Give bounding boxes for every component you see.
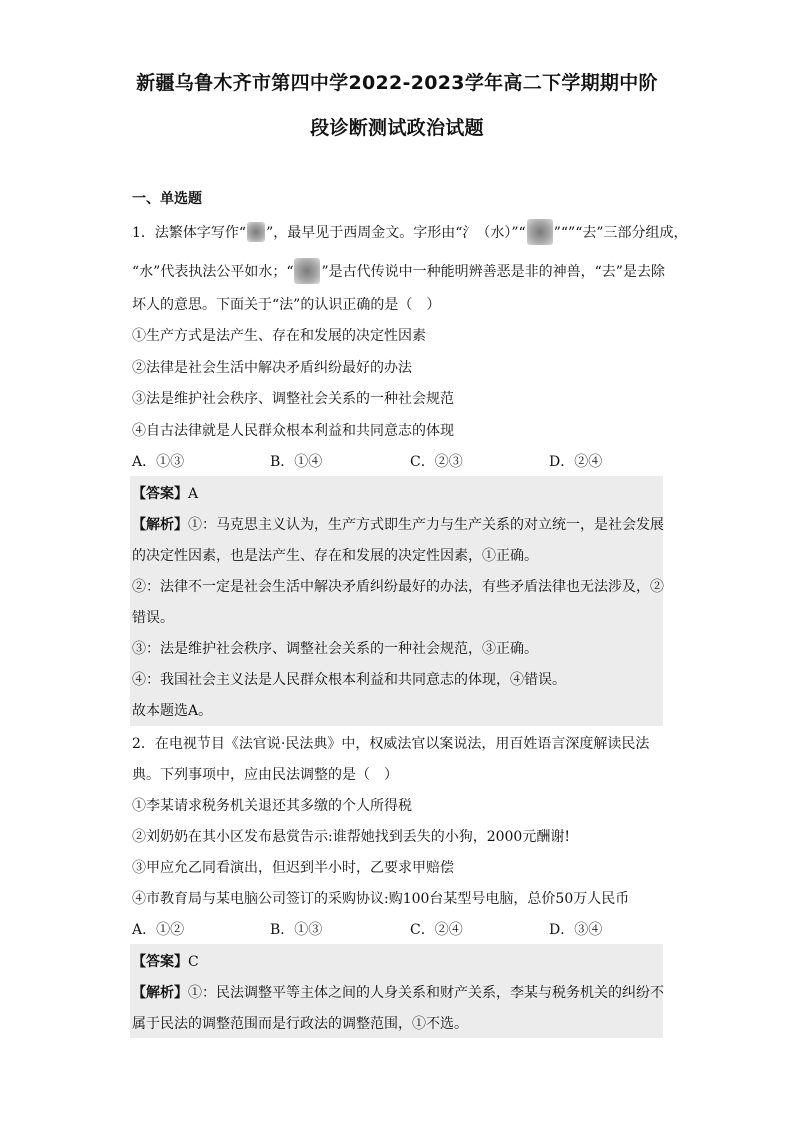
q1-option-c: C．②③ [410,454,463,470]
document-title-line-1: 新疆乌鲁木齐市第四中学2022-2023学年高二下学期期中阶 [136,72,658,94]
q1-analysis-line-3: ②：法律不一定是社会生活中解决矛盾纠纷最好的办法，有些矛盾法律也无法涉及，② [132,579,664,595]
q1-analysis-line-6: ④：我国社会主义法是人民群众根本利益和共同意志的体现，④错误。 [132,672,566,688]
q1-answer: 【答案】A [132,486,199,502]
q2-option-c: C．②④ [410,922,463,938]
q2-analysis-line-2: 属于民法的调整范围而是行政法的调整范围，①不选。 [132,1016,468,1032]
document-title-line-2: 段诊断测试政治试题 [310,117,484,139]
q2-option-a: A．①② [132,922,185,938]
fa-ancient-glyph-icon [247,222,265,242]
q2-statement-4: ④市教育局与某电脑公司签订的采购协议:购100台某型号电脑，总价50万人民币 [132,891,630,907]
q2-statement-2: ②刘奶奶在其小区发布悬赏告示:谁帮她找到丢失的小狗，2000元酬谢! [132,829,570,845]
q2-statement-3: ③甲应允乙同看演出，但迟到半小时，乙要求甲赔偿 [132,860,454,876]
q2-stem-line-2: 典。下列事项中，应由民法调整的是（ ） [132,767,398,783]
q2-stem-line-1: 2．在电视节目《法官说·民法典》中，权威法官以案说法，用百姓语言深度解读民法 [132,736,650,752]
q2-analysis-line-1: 【解析】①：民法调整平等主体之间的人身关系和财产关系，李某与税务机关的纠纷不 [132,985,664,1001]
q1-analysis-line-5: ③：法是维护社会秩序、调整社会关系的一种社会规范，③正确。 [132,641,538,657]
q1-stem-line-1: 1．法繁体字写作“ ”，最早见于西周金文。字形由“氵（水）”“ ”“”“去”三部分组成， [132,219,662,245]
q1-option-d: D．②④ [549,454,603,470]
q1-analysis-line-4: 错误。 [132,610,174,626]
zhi-beast-glyph-icon [294,258,320,284]
q1-statement-4: ④自古法律就是人民群众根本利益和共同意志的体现 [132,423,454,439]
q1-analysis-line-2: 的决定性因素，也是法产生、存在和发展的决定性因素，①正确。 [132,548,538,564]
q1-stem-line-2: “水”代表执法公平如水；“ ”是古代传说中一种能明辨善恶是非的神兽，“去”是去除 [132,258,662,284]
q1-statement-3: ③法是维护社会秩序、调整社会关系的一种社会规范 [132,391,454,407]
section-heading: 一、单选题 [132,191,202,207]
zhi-beast-glyph-icon [527,219,553,245]
q1-analysis-line-7: 故本题选A。 [132,703,213,719]
q2-option-d: D．③④ [549,922,603,938]
q2-statement-1: ①李某请求税务机关退还其多缴的个人所得税 [132,798,412,814]
q1-statement-2: ②法律是社会生活中解决矛盾纠纷最好的办法 [132,360,412,376]
q1-stem-line-3: 坏人的意思。下面关于“法”的认识正确的是（ ） [132,297,441,313]
q1-statement-1: ①生产方式是法产生、存在和发展的决定性因素 [132,328,426,344]
q2-option-b: B．①③ [270,922,323,938]
q1-analysis-line-1: 【解析】①：马克思主义认为，生产方式即生产力与生产关系的对立统一，是社会发展 [132,517,664,533]
q2-answer: 【答案】C [132,954,199,970]
q1-option-a: A．①③ [132,454,185,470]
q1-option-b: B．①④ [270,454,323,470]
